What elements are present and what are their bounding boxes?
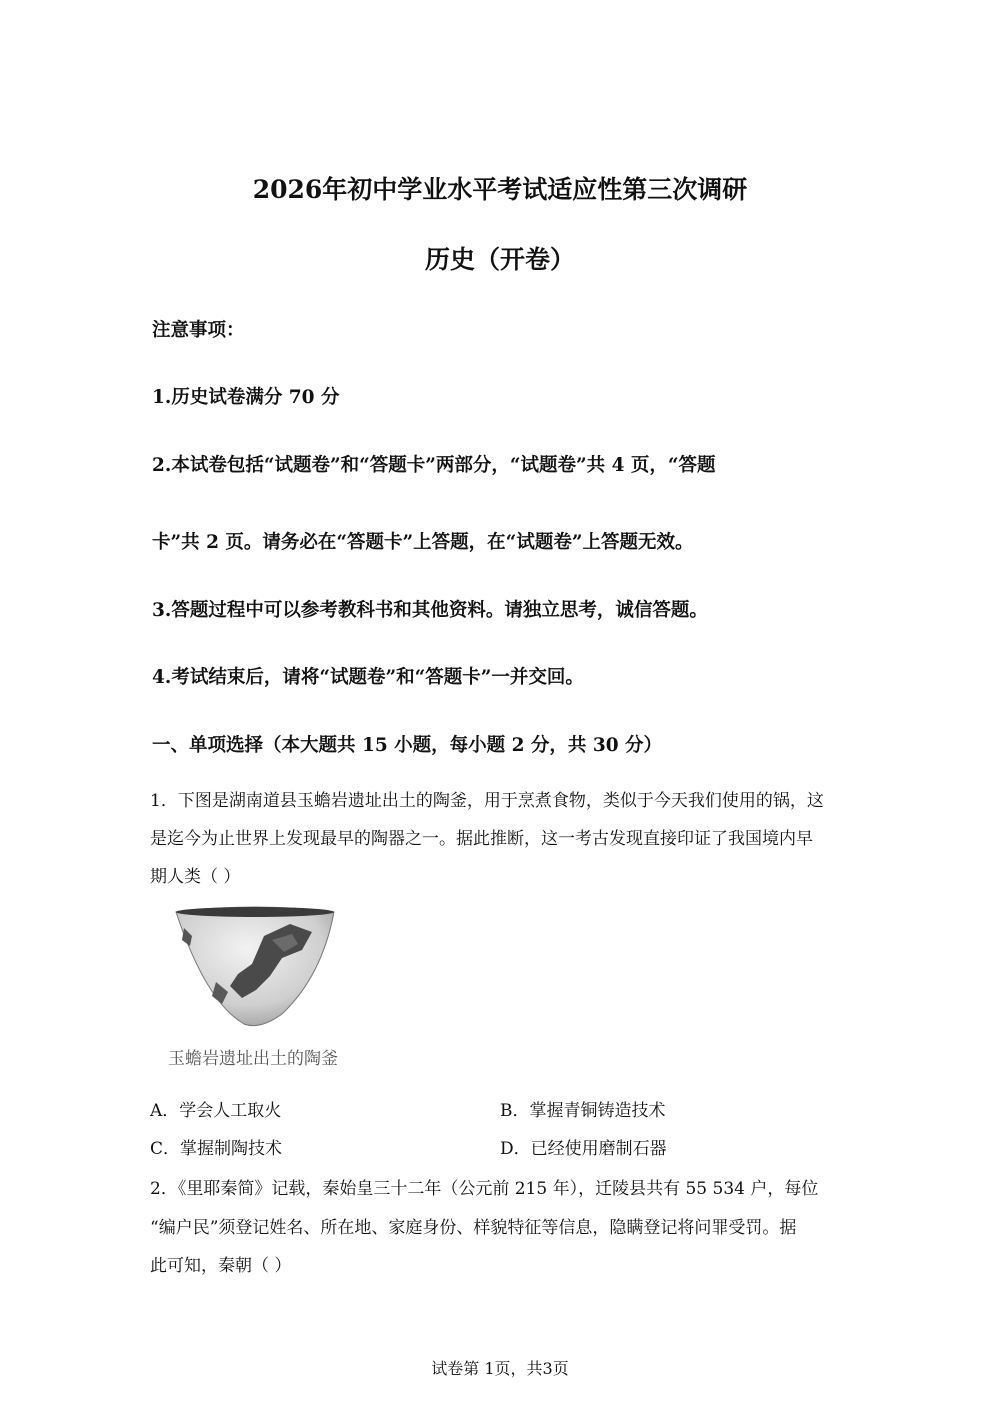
notice-item-2-line-2: 卡”共 2 页。请务必在“答题卡”上答题，在“试题卷”上答题无效。 — [152, 532, 694, 553]
notice-item-3: 3.答题过程中可以参考教科书和其他资料。请独立思考，诚信答题。 — [152, 600, 708, 621]
notice-item-2-line-1: 2.本试卷包括“试题卷”和“答题卡”两部分，“试题卷”共 4 页，“答题 — [152, 455, 716, 476]
exam-subtitle: 历史（开卷） — [424, 245, 575, 274]
question-1-option-a: A．学会人工取火 — [150, 1101, 282, 1121]
pottery-cauldron-image — [172, 906, 338, 1030]
question-1-option-c: C．掌握制陶技术 — [150, 1139, 283, 1159]
section-heading: 一、单项选择（本大题共 15 小题，每小题 2 分，共 30 分） — [152, 735, 663, 756]
question-2-line-3: 此可知，秦朝（ ） — [150, 1256, 292, 1276]
question-2-line-1: 2．《里耶秦简》记载，秦始皇三十二年（公元前 215 年），迁陵县共有 55 534 户，每位 — [150, 1179, 819, 1199]
notice-heading: 注意事项： — [152, 320, 245, 341]
question-1-line-2: 是迄今为止世界上发现最早的陶器之一。据此推断，这一考古发现直接印证了我国境内早 — [150, 829, 813, 849]
notice-item-4: 4.考试结束后，请将“试题卷”和“答题卡”一并交回。 — [152, 667, 584, 688]
question-1-line-1: 1．下图是湖南道县玉蟾岩遗址出土的陶釜，用于烹煮食物，类似于今天我们使用的锅，这 — [150, 791, 824, 811]
page-footer: 试卷第 1页，共3页 — [431, 1359, 569, 1378]
question-1-option-b: B．掌握青铜铸造技术 — [500, 1101, 666, 1121]
figure-caption: 玉蟾岩遗址出土的陶釜 — [168, 1049, 338, 1069]
exam-title: 2026年初中学业水平考试适应性第三次调研 — [252, 175, 748, 204]
question-1-option-d: D．已经使用磨制石器 — [500, 1139, 667, 1159]
notice-item-1: 1.历史试卷满分 70 分 — [152, 387, 340, 408]
question-2-line-2: “编户民”须登记姓名、所在地、家庭身份、样貌特征等信息，隐瞒登记将问罪受罚。据 — [150, 1218, 797, 1238]
question-1-line-3: 期人类（ ） — [150, 867, 241, 887]
